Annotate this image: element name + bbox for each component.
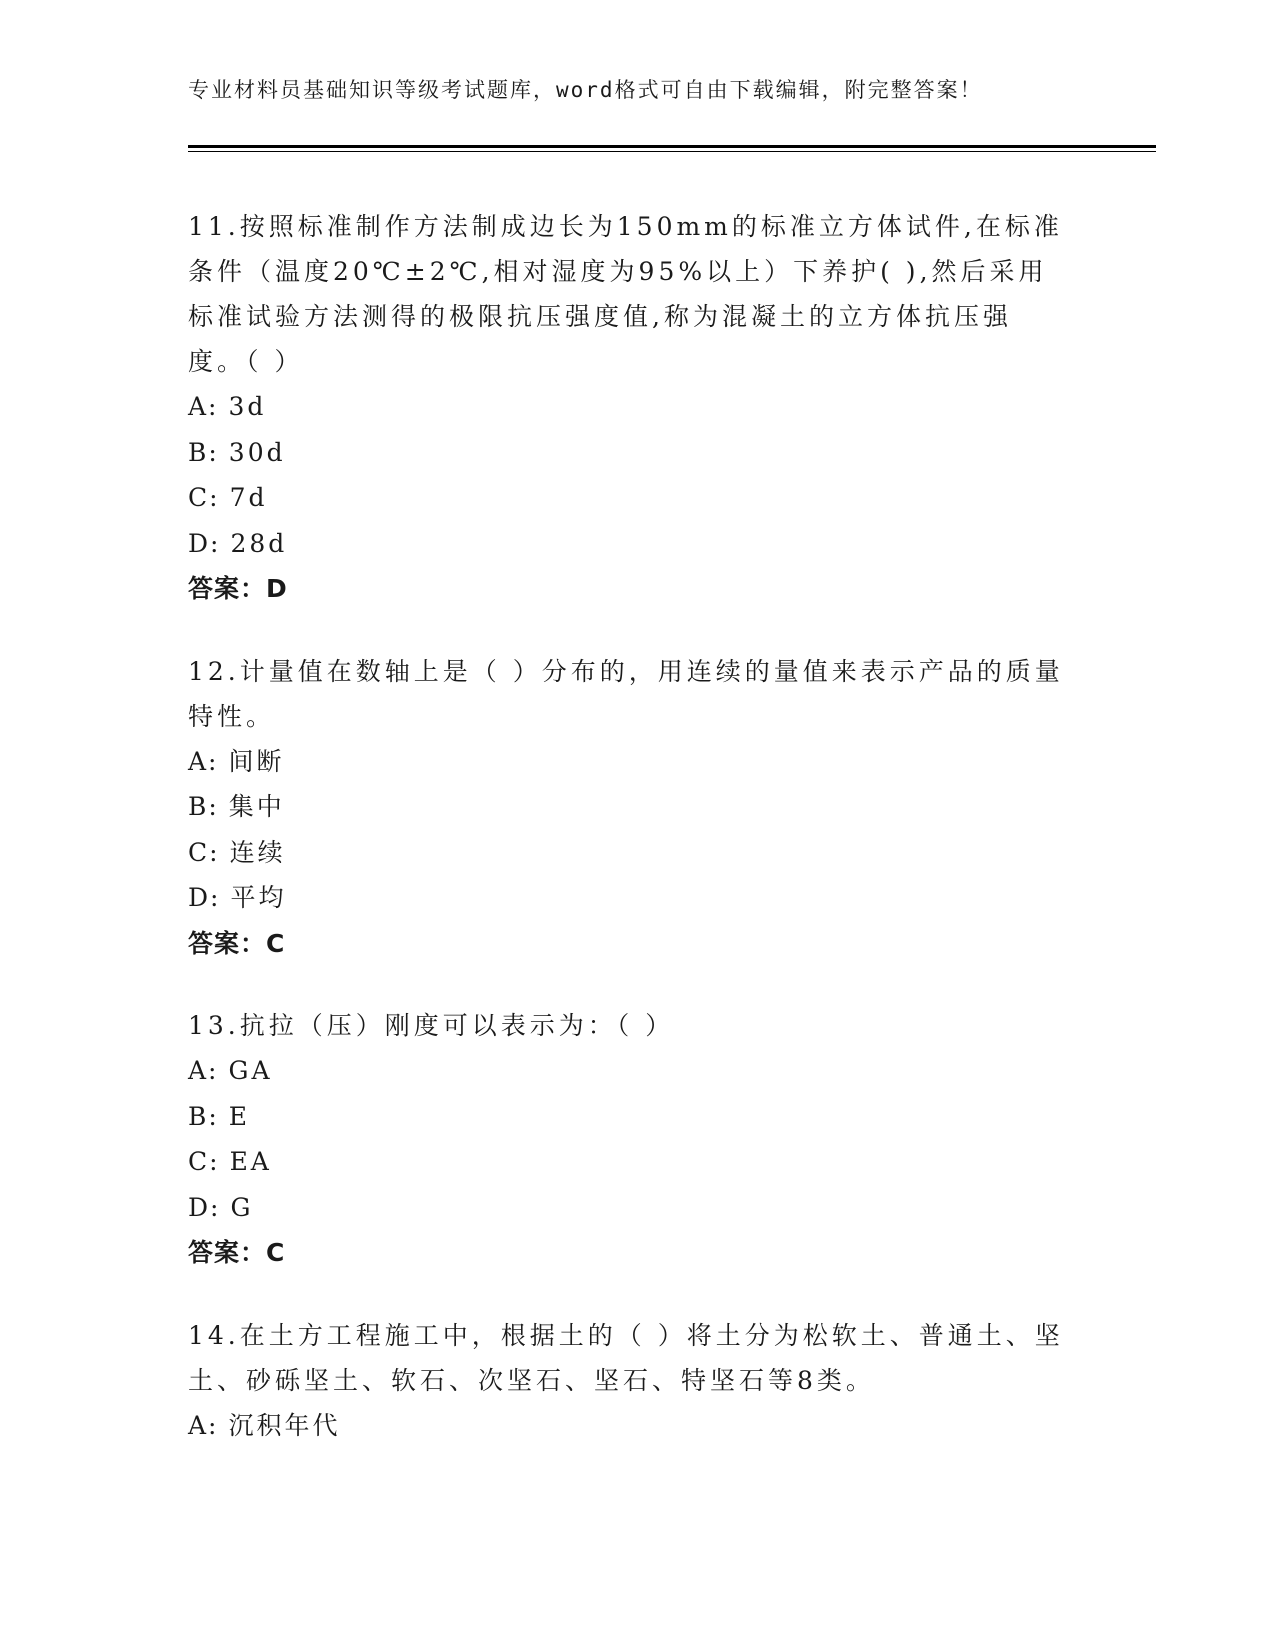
option-text: 连续 bbox=[229, 837, 286, 867]
option-text: 平均 bbox=[230, 883, 287, 912]
option-b bbox=[188, 784, 1068, 830]
option-c bbox=[188, 830, 1068, 876]
answer-line bbox=[188, 566, 1068, 612]
option-letter: C: bbox=[188, 837, 220, 867]
option-d bbox=[188, 1185, 1068, 1231]
option-letter: C: bbox=[188, 483, 220, 512]
option-a bbox=[188, 1403, 1068, 1449]
question-stem: 13.抗拉（压）刚度可以表示为：（ ） bbox=[188, 1011, 675, 1040]
answer-line bbox=[188, 921, 1068, 967]
option-a bbox=[188, 384, 1068, 430]
option-letter: B: bbox=[188, 437, 219, 467]
option-letter: A: bbox=[188, 1056, 219, 1085]
option-text: 7d bbox=[229, 483, 268, 512]
option-text: E bbox=[228, 1101, 251, 1131]
question-14 bbox=[188, 1313, 1068, 1449]
option-letter: A: bbox=[188, 392, 219, 421]
option-letter: A: bbox=[188, 746, 219, 776]
option-text: 沉积年代 bbox=[228, 1410, 341, 1440]
answer-value: C bbox=[266, 928, 286, 958]
option-text: EA bbox=[229, 1147, 272, 1176]
header-divider-thin bbox=[188, 151, 1156, 152]
answer-label: 答案： bbox=[188, 928, 267, 958]
question-12 bbox=[188, 649, 1068, 967]
answer-label: 答案： bbox=[188, 1238, 267, 1267]
option-letter: B: bbox=[188, 1101, 219, 1131]
option-b bbox=[188, 1094, 1068, 1140]
option-c bbox=[188, 475, 1068, 521]
option-letter: C: bbox=[188, 1147, 220, 1176]
answer-value: C bbox=[266, 1238, 286, 1267]
option-letter: A: bbox=[188, 1410, 219, 1440]
option-text: G bbox=[230, 1192, 254, 1222]
option-c bbox=[188, 1139, 1068, 1185]
option-a bbox=[188, 739, 1068, 785]
question-list bbox=[188, 204, 1068, 1485]
header-divider-thick bbox=[188, 145, 1156, 148]
option-b bbox=[188, 430, 1068, 476]
answer-label: 答案： bbox=[188, 574, 267, 603]
question-13 bbox=[188, 1003, 1068, 1276]
question-stem: 11.按照标准制作方法制成边长为150mm的标准立方体试件,在标准条件（温度20℃±2℃,相对湿度为95%以上）下养护( ),然后采用标准试验方法测得的极限抗压强度值,称为混凝土的立方体抗压强度。（ ） bbox=[188, 212, 1063, 376]
option-letter: D: bbox=[188, 528, 221, 558]
option-text: 30d bbox=[228, 437, 286, 467]
question-stem: 14.在土方工程施工中，根据土的（ ）将土分为松软土、普通土、坚土、砂砾坚土、软石、次坚石、坚石、特坚石等8类。 bbox=[188, 1320, 1064, 1395]
option-a bbox=[188, 1048, 1068, 1094]
page-header: 专业材料员基础知识等级考试题库，word格式可自由下载编辑，附完整答案！ bbox=[188, 78, 983, 102]
option-letter: D: bbox=[188, 1192, 221, 1222]
option-d bbox=[188, 875, 1068, 921]
option-letter: B: bbox=[188, 792, 219, 821]
answer-line bbox=[188, 1230, 1068, 1276]
question-11 bbox=[188, 204, 1068, 612]
option-text: 间断 bbox=[228, 746, 285, 776]
option-letter: D: bbox=[188, 883, 221, 912]
question-stem: 12.计量值在数轴上是（ ）分布的，用连续的量值来表示产品的质量特性。 bbox=[188, 656, 1064, 731]
answer-value: D bbox=[266, 574, 288, 603]
option-d bbox=[188, 521, 1068, 567]
option-text: 集中 bbox=[228, 792, 285, 821]
option-text: 28d bbox=[230, 528, 288, 558]
option-text: GA bbox=[228, 1056, 273, 1085]
option-text: 3d bbox=[228, 392, 267, 421]
